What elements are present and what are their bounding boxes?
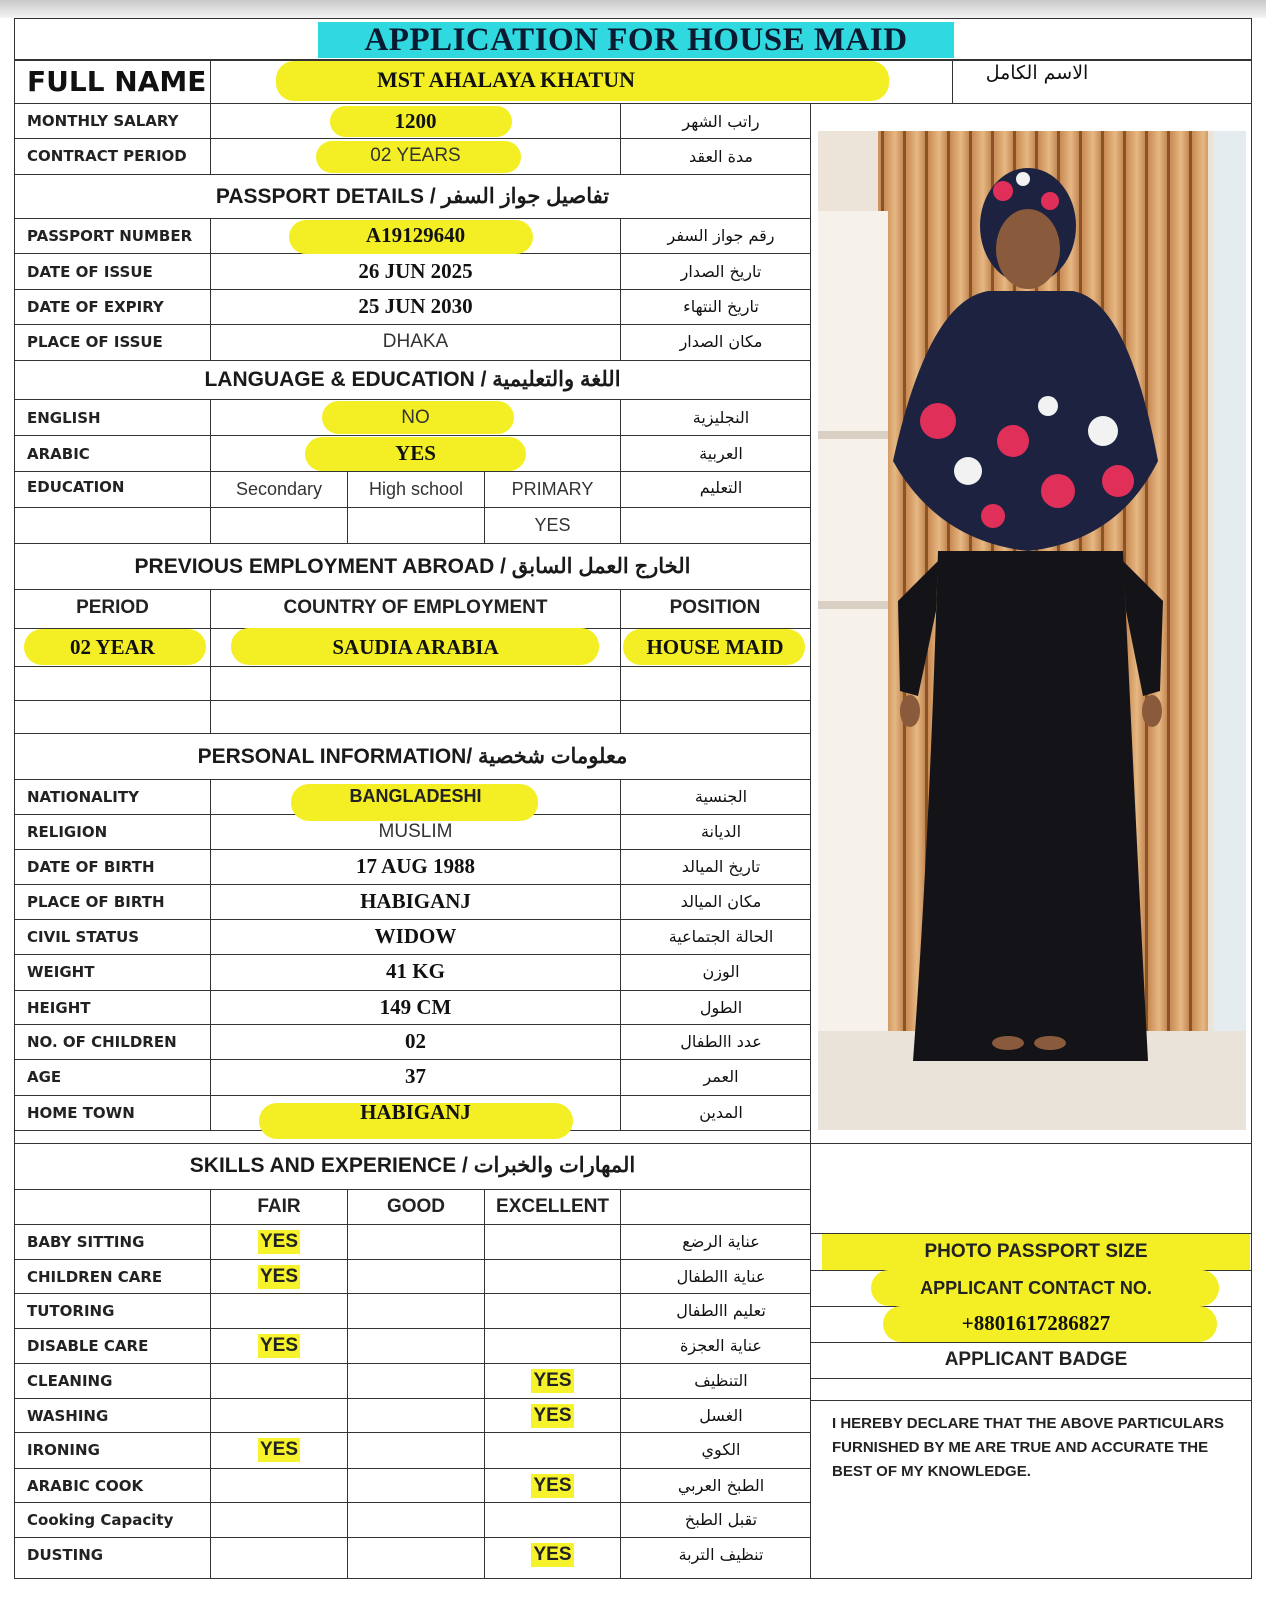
date-of-expiry-arabic: تاريخ النتهاء xyxy=(683,297,759,316)
grid-line xyxy=(347,1189,348,1579)
skill-arabic: عناية االطفال xyxy=(676,1267,766,1286)
skill-excellent-cell xyxy=(485,1398,620,1433)
full-name-value: MST AHALAYA KHATUN xyxy=(377,67,635,92)
skill-label: CHILDREN CARE xyxy=(27,1267,163,1286)
fair-header: FAIR xyxy=(257,1195,301,1217)
skill-fair-value: YES xyxy=(259,1334,299,1356)
grid-line xyxy=(14,700,810,701)
skill-excellent-value: YES xyxy=(533,1369,572,1391)
grid-line xyxy=(210,59,211,103)
excellent-header: EXCELLENT xyxy=(496,1195,609,1217)
education-secondary: Secondary xyxy=(235,479,323,499)
personal-value: BANGLADESHI xyxy=(349,786,482,806)
personal-arabic: تاريخ الميالد xyxy=(681,857,761,876)
passport-heading: PASSPORT DETAILS / تفاصيل جواز السفر xyxy=(215,184,610,208)
skill-arabic: عناية الرضع xyxy=(682,1232,760,1251)
skill-excellent-cell xyxy=(485,1468,620,1503)
skill-arabic: تقبل الطبخ xyxy=(684,1510,758,1529)
personal-label: WEIGHT xyxy=(27,962,95,981)
applicant-photo xyxy=(818,131,1246,1130)
personal-label: NO. OF CHILDREN xyxy=(27,1032,177,1051)
grid-line xyxy=(810,1378,1252,1379)
photo-passport-size-label: PHOTO PASSPORT SIZE xyxy=(822,1234,1250,1270)
personal-arabic: العمر xyxy=(703,1067,739,1086)
personal-arabic: الديانة xyxy=(700,822,742,841)
skill-excellent-cell xyxy=(485,1363,620,1398)
monthly-salary-value: 1200 xyxy=(394,108,437,133)
personal-arabic: المدين xyxy=(699,1103,743,1122)
skill-excellent-value: YES xyxy=(533,1543,572,1565)
skills-heading: SKILLS AND EXPERIENCE / المهارات والخبرات xyxy=(189,1154,636,1177)
skill-arabic: الكوي xyxy=(701,1440,741,1459)
place-of-issue-label: PLACE OF ISSUE xyxy=(27,332,163,351)
employment-period: 02 YEAR xyxy=(70,634,155,659)
passport-number-value: A19129640 xyxy=(365,223,466,247)
skill-arabic: تعليم االطفال xyxy=(676,1301,766,1320)
skill-excellent-cell xyxy=(485,1537,620,1572)
personal-label: RELIGION xyxy=(27,822,108,841)
skill-excellent-value: YES xyxy=(533,1404,572,1426)
grid-line xyxy=(14,666,810,667)
grid-line xyxy=(810,1400,1252,1401)
skill-label: WASHING xyxy=(27,1406,109,1425)
skill-excellent-value: YES xyxy=(533,1474,572,1496)
full-name-label: FULL NAME xyxy=(27,65,207,98)
personal-arabic: الجنسية xyxy=(694,787,748,806)
contract-period-arabic: مدة العقد xyxy=(689,146,753,166)
top-bar xyxy=(0,0,1266,18)
personal-arabic: الحالة الجتماعية xyxy=(668,927,774,946)
declaration-text: I HEREBY DECLARE THAT THE ABOVE PARTICULARS FURNISHED BY ME ARE TRUE AND ACCURATE THE BEST OF MY KNOWLEDGE. xyxy=(832,1415,1224,1480)
personal-value: MUSLIM xyxy=(378,820,453,842)
personal-arabic: عدد االطفال xyxy=(680,1032,762,1051)
arabic-value: YES xyxy=(395,441,436,465)
skill-label: TUTORING xyxy=(27,1301,115,1320)
personal-heading: PERSONAL INFORMATION/ معلومات شخصية xyxy=(197,744,628,768)
skill-fair-cell xyxy=(211,1259,347,1294)
contract-period-value: 02 YEARS xyxy=(370,145,461,166)
personal-label: HOME TOWN xyxy=(27,1103,135,1122)
passport-number-label: PASSPORT NUMBER xyxy=(27,226,193,245)
english-value: NO xyxy=(401,406,430,428)
arabic-arabic: العربية xyxy=(699,444,743,463)
photo-illustration xyxy=(818,131,1246,1130)
skill-fair-value: YES xyxy=(259,1265,299,1287)
education-primary: PRIMARY xyxy=(511,479,594,499)
passport-number-arabic: رقم جواز السفر xyxy=(667,226,775,245)
personal-label: HEIGHT xyxy=(27,998,91,1017)
skill-label: IRONING xyxy=(27,1440,100,1459)
skill-arabic: الطبخ العربي xyxy=(677,1476,765,1495)
skill-arabic: عناية العجزة xyxy=(680,1336,762,1355)
skill-fair-value: YES xyxy=(259,1230,299,1252)
monthly-salary-label: MONTHLY SALARY xyxy=(27,112,179,130)
personal-arabic: الطول xyxy=(699,998,743,1017)
employment-position: HOUSE MAID xyxy=(646,634,784,659)
employment-country: SAUDIA ARABIA xyxy=(332,634,499,659)
personal-value: 17 AUG 1988 xyxy=(355,854,475,878)
personal-value: HABIGANJ xyxy=(360,889,471,913)
country-header: COUNTRY OF EMPLOYMENT xyxy=(283,597,548,618)
date-of-expiry-value: 25 JUN 2030 xyxy=(358,294,473,318)
personal-value: WIDOW xyxy=(374,924,457,948)
personal-value: 41 KG xyxy=(386,959,445,983)
form-title: APPLICATION FOR HOUSE MAID xyxy=(318,22,954,58)
skill-fair-cell xyxy=(211,1224,347,1259)
skill-fair-value: YES xyxy=(259,1438,299,1460)
place-of-issue-value: DHAKA xyxy=(382,330,449,352)
personal-value: 149 CM xyxy=(379,995,452,1019)
english-label: ENGLISH xyxy=(27,408,101,427)
arabic-label: ARABIC xyxy=(27,444,90,463)
skill-label: CLEANING xyxy=(27,1371,113,1390)
personal-label: PLACE OF BIRTH xyxy=(27,892,165,911)
applicant-badge-label: APPLICANT BADGE xyxy=(944,1349,1128,1370)
date-of-issue-arabic: تاريخ الصدار xyxy=(680,262,762,281)
skill-arabic: تنظيف التربة xyxy=(678,1545,764,1564)
personal-label: NATIONALITY xyxy=(27,787,139,806)
grid-line xyxy=(810,1143,1252,1144)
good-header: GOOD xyxy=(386,1195,446,1217)
employment-heading: PREVIOUS EMPLOYMENT ABROAD / الخارج العمل السابق xyxy=(134,554,691,578)
education-arabic: التعليم xyxy=(699,477,743,497)
personal-value: HABIGANJ xyxy=(360,1100,471,1124)
language-heading: LANGUAGE & EDUCATION / اللغة والتعليمية xyxy=(204,368,621,391)
skill-fair-cell xyxy=(211,1328,347,1363)
skill-arabic: التنظيف xyxy=(694,1371,748,1390)
personal-value: 02 xyxy=(405,1029,426,1053)
personal-label: DATE OF BIRTH xyxy=(27,857,155,876)
education-high-school: High school xyxy=(368,479,464,499)
personal-label: CIVIL STATUS xyxy=(27,927,140,946)
skill-label: BABY SITTING xyxy=(27,1232,145,1251)
period-header: PERIOD xyxy=(76,597,149,618)
personal-label: AGE xyxy=(27,1067,62,1086)
skill-arabic: الغسل xyxy=(699,1406,743,1425)
contract-period-label: CONTRACT PERIOD xyxy=(27,147,187,165)
personal-arabic: مكان الميالد xyxy=(680,892,762,911)
full-name-arabic: الاسم الكامل xyxy=(985,62,1089,84)
date-of-issue-label: DATE OF ISSUE xyxy=(27,262,153,281)
applicant-contact-value: +8801617286827 xyxy=(961,1311,1111,1335)
place-of-issue-arabic: مكان الصدار xyxy=(679,332,763,351)
personal-value: 37 xyxy=(405,1064,426,1088)
skill-label: DUSTING xyxy=(27,1545,104,1564)
position-header: POSITION xyxy=(669,597,761,618)
date-of-issue-value: 26 JUN 2025 xyxy=(358,259,473,283)
date-of-expiry-label: DATE OF EXPIRY xyxy=(27,297,164,316)
english-arabic: النجليزية xyxy=(692,408,750,427)
skill-label: Cooking Capacity xyxy=(27,1510,174,1529)
education-label: EDUCATION xyxy=(27,478,125,496)
skill-label: DISABLE CARE xyxy=(27,1336,149,1355)
education-primary-value: YES xyxy=(534,515,571,535)
personal-arabic: الوزن xyxy=(702,962,740,981)
monthly-salary-arabic: راتب الشهر xyxy=(682,111,760,131)
applicant-contact-label: APPLICANT CONTACT NO. xyxy=(920,1277,1152,1298)
skill-fair-cell xyxy=(211,1432,347,1467)
skill-label: ARABIC COOK xyxy=(27,1476,144,1495)
